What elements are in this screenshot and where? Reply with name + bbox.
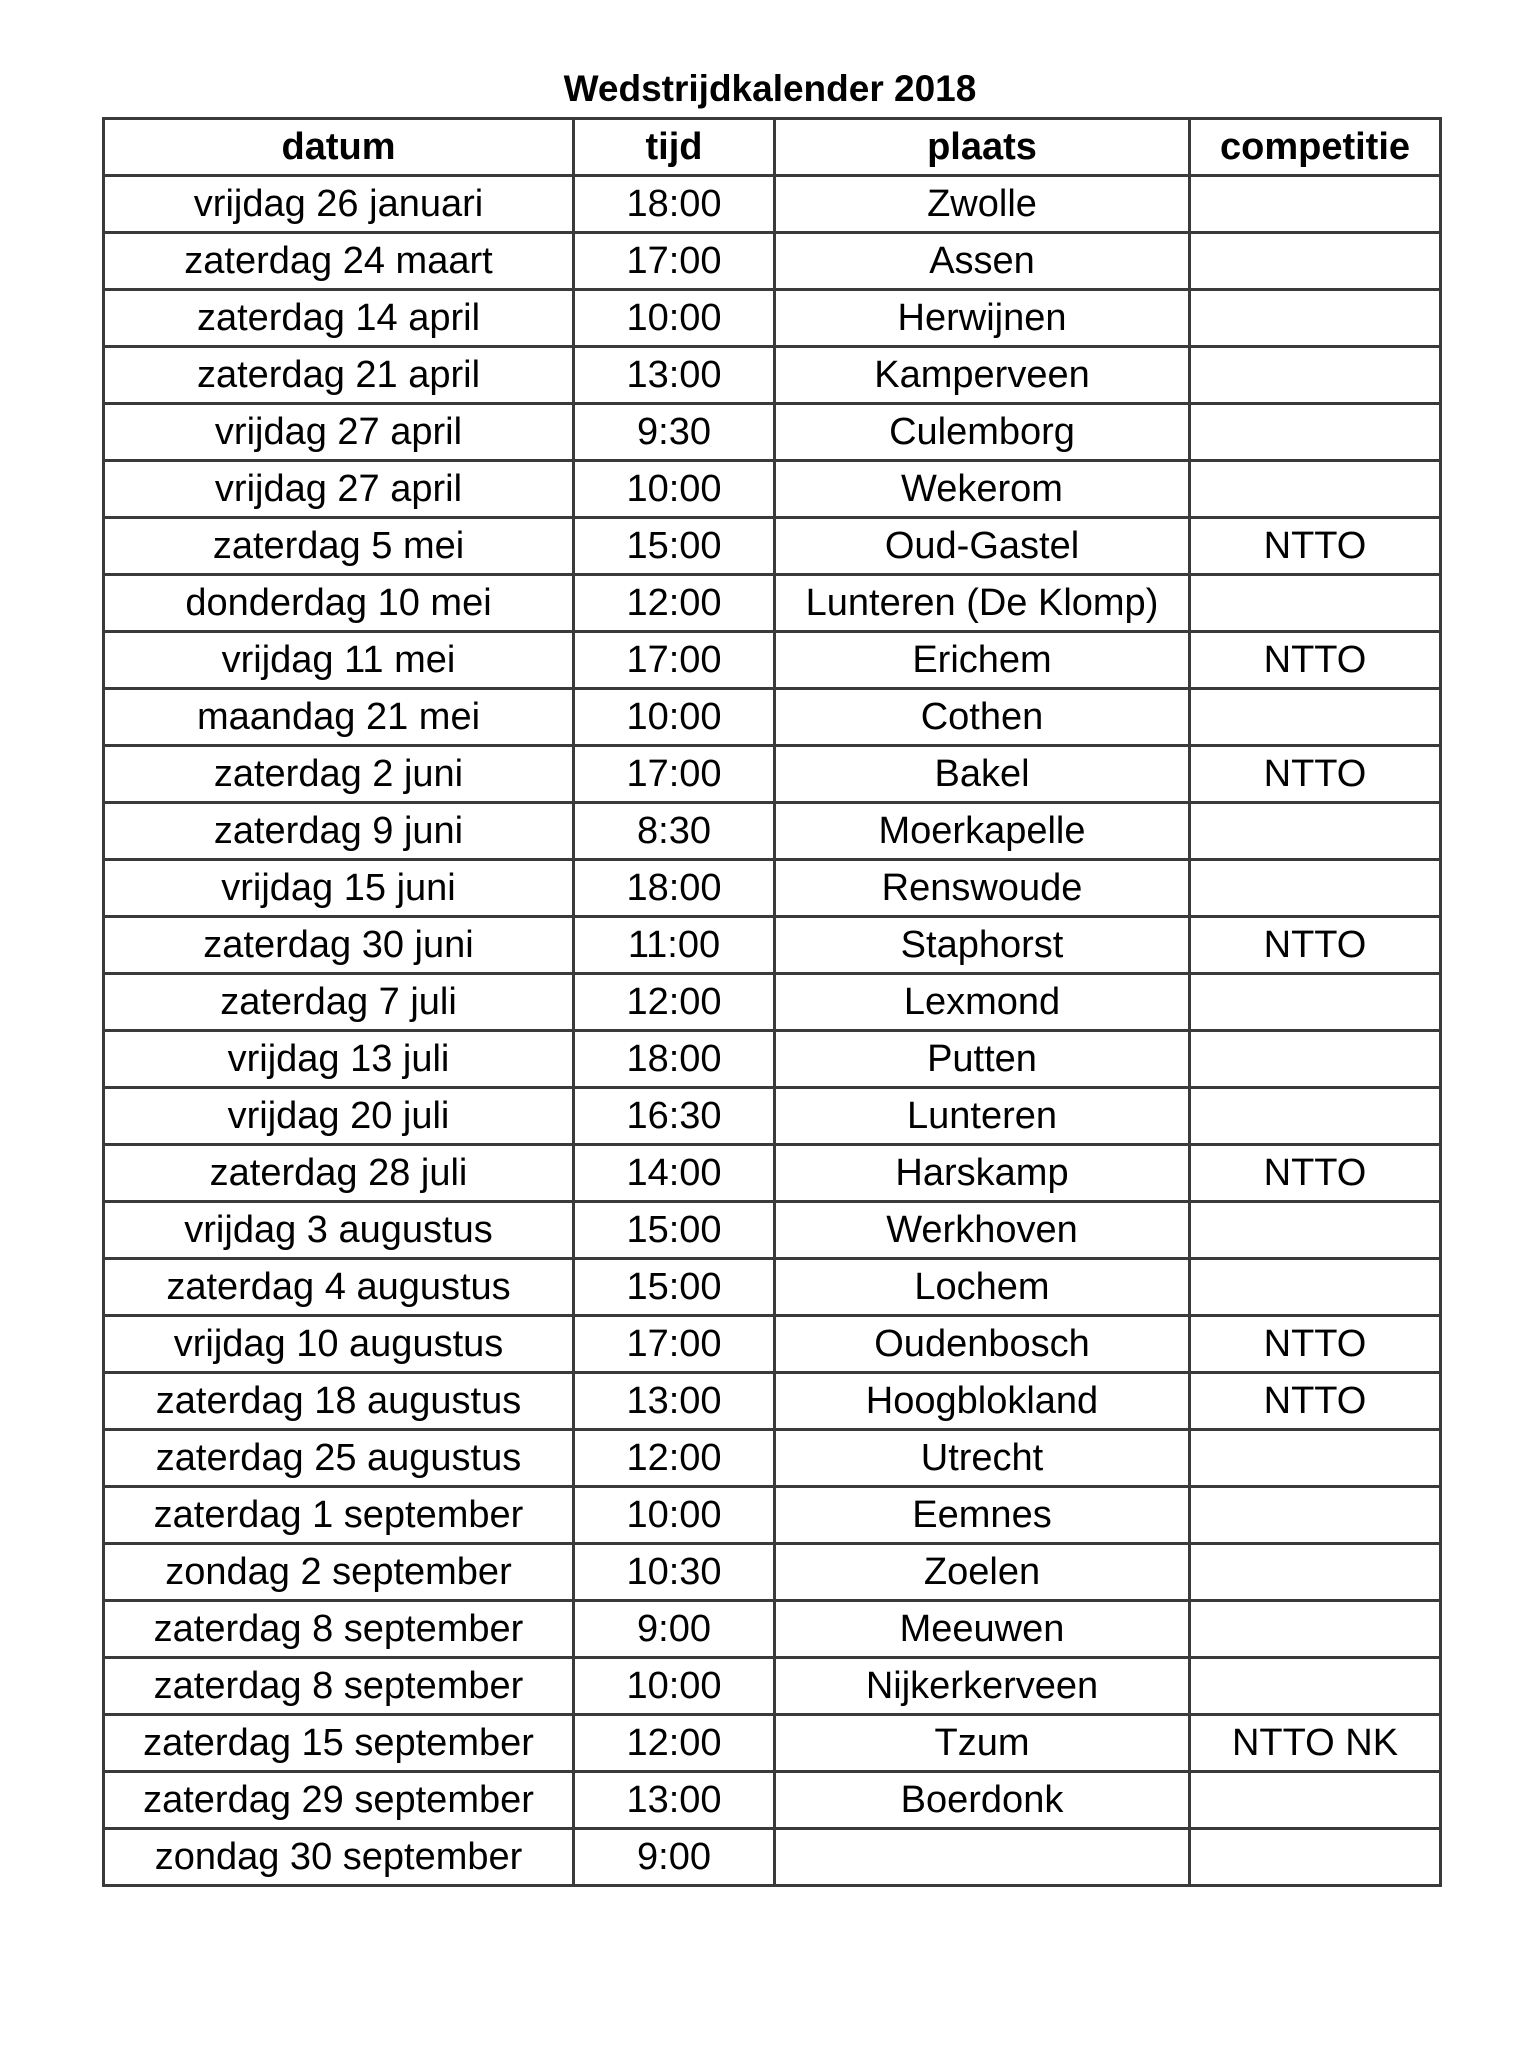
cell-datum: zaterdag 28 juli: [104, 1145, 574, 1202]
cell-datum: zaterdag 9 juni: [104, 803, 574, 860]
cell-tijd: 10:00: [574, 1658, 775, 1715]
column-header-tijd: tijd: [574, 119, 775, 176]
cell-tijd: 12:00: [574, 1430, 775, 1487]
table-row: [104, 1259, 1441, 1316]
table-row: [104, 689, 1441, 746]
cell-datum: zaterdag 25 augustus: [104, 1430, 574, 1487]
cell-competitie: NTTO: [1190, 1145, 1441, 1202]
cell-datum: zondag 30 september: [104, 1829, 574, 1886]
cell-competitie: NTTO: [1190, 632, 1441, 689]
cell-datum: zaterdag 2 juni: [104, 746, 574, 803]
cell-plaats: Eemnes: [775, 1487, 1190, 1544]
table-row: [104, 1487, 1441, 1544]
cell-competitie: [1190, 689, 1441, 746]
cell-competitie: NTTO: [1190, 518, 1441, 575]
column-header-datum: datum: [104, 119, 574, 176]
cell-competitie: [1190, 1658, 1441, 1715]
table-header-row: [104, 119, 1441, 176]
table-row: [104, 803, 1441, 860]
table-row: [104, 1544, 1441, 1601]
cell-competitie: NTTO: [1190, 1316, 1441, 1373]
cell-datum: zaterdag 8 september: [104, 1601, 574, 1658]
cell-plaats: Lexmond: [775, 974, 1190, 1031]
cell-datum: zaterdag 4 augustus: [104, 1259, 574, 1316]
cell-tijd: 18:00: [574, 1031, 775, 1088]
cell-datum: donderdag 10 mei: [104, 575, 574, 632]
table-row: [104, 1373, 1441, 1430]
table-row: [104, 1601, 1441, 1658]
cell-competitie: NTTO NK: [1190, 1715, 1441, 1772]
cell-competitie: [1190, 1772, 1441, 1829]
cell-competitie: [1190, 233, 1441, 290]
cell-competitie: [1190, 575, 1441, 632]
cell-datum: vrijdag 15 juni: [104, 860, 574, 917]
cell-datum: zaterdag 5 mei: [104, 518, 574, 575]
cell-plaats: [775, 1829, 1190, 1886]
cell-plaats: Staphorst: [775, 917, 1190, 974]
cell-tijd: 12:00: [574, 1715, 775, 1772]
cell-tijd: 13:00: [574, 1772, 775, 1829]
cell-plaats: Erichem: [775, 632, 1190, 689]
table-row: [104, 461, 1441, 518]
table-row: [104, 746, 1441, 803]
cell-datum: zaterdag 7 juli: [104, 974, 574, 1031]
cell-plaats: Cothen: [775, 689, 1190, 746]
cell-tijd: 10:00: [574, 689, 775, 746]
table-row: [104, 1715, 1441, 1772]
cell-plaats: Harskamp: [775, 1145, 1190, 1202]
cell-plaats: Lunteren (De Klomp): [775, 575, 1190, 632]
cell-datum: vrijdag 13 juli: [104, 1031, 574, 1088]
cell-tijd: 17:00: [574, 746, 775, 803]
cell-datum: vrijdag 27 april: [104, 404, 574, 461]
table-body: [104, 176, 1441, 1886]
cell-datum: zaterdag 1 september: [104, 1487, 574, 1544]
table-row: [104, 233, 1441, 290]
cell-tijd: 9:30: [574, 404, 775, 461]
cell-plaats: Assen: [775, 233, 1190, 290]
cell-datum: zaterdag 24 maart: [104, 233, 574, 290]
cell-competitie: [1190, 1544, 1441, 1601]
table-row: [104, 860, 1441, 917]
cell-competitie: [1190, 1202, 1441, 1259]
table-row: [104, 632, 1441, 689]
cell-tijd: 8:30: [574, 803, 775, 860]
cell-datum: vrijdag 10 augustus: [104, 1316, 574, 1373]
table-row: [104, 1145, 1441, 1202]
cell-datum: vrijdag 27 april: [104, 461, 574, 518]
cell-datum: vrijdag 11 mei: [104, 632, 574, 689]
table-row: [104, 1088, 1441, 1145]
cell-datum: zaterdag 18 augustus: [104, 1373, 574, 1430]
cell-plaats: Bakel: [775, 746, 1190, 803]
cell-competitie: [1190, 1601, 1441, 1658]
cell-datum: vrijdag 3 augustus: [104, 1202, 574, 1259]
cell-tijd: 12:00: [574, 575, 775, 632]
table-row: [104, 347, 1441, 404]
table-row: [104, 1658, 1441, 1715]
cell-competitie: NTTO: [1190, 746, 1441, 803]
cell-tijd: 15:00: [574, 1259, 775, 1316]
cell-tijd: 17:00: [574, 233, 775, 290]
cell-competitie: [1190, 1487, 1441, 1544]
cell-tijd: 9:00: [574, 1829, 775, 1886]
cell-datum: zaterdag 21 april: [104, 347, 574, 404]
cell-competitie: [1190, 176, 1441, 233]
cell-competitie: [1190, 290, 1441, 347]
cell-plaats: Zoelen: [775, 1544, 1190, 1601]
cell-plaats: Tzum: [775, 1715, 1190, 1772]
cell-datum: zaterdag 29 september: [104, 1772, 574, 1829]
cell-plaats: Lochem: [775, 1259, 1190, 1316]
cell-plaats: Nijkerkerveen: [775, 1658, 1190, 1715]
cell-competitie: [1190, 347, 1441, 404]
cell-competitie: [1190, 803, 1441, 860]
cell-plaats: Utrecht: [775, 1430, 1190, 1487]
cell-tijd: 17:00: [574, 1316, 775, 1373]
cell-datum: zaterdag 30 juni: [104, 917, 574, 974]
cell-tijd: 18:00: [574, 176, 775, 233]
cell-tijd: 15:00: [574, 518, 775, 575]
cell-plaats: Moerkapelle: [775, 803, 1190, 860]
table-row: [104, 1772, 1441, 1829]
cell-tijd: 13:00: [574, 347, 775, 404]
cell-plaats: Werkhoven: [775, 1202, 1190, 1259]
cell-competitie: [1190, 1031, 1441, 1088]
cell-plaats: Herwijnen: [775, 290, 1190, 347]
cell-tijd: 9:00: [574, 1601, 775, 1658]
table-row: [104, 974, 1441, 1031]
cell-plaats: Putten: [775, 1031, 1190, 1088]
table-row: [104, 1202, 1441, 1259]
cell-competitie: NTTO: [1190, 1373, 1441, 1430]
cell-tijd: 16:30: [574, 1088, 775, 1145]
cell-plaats: Culemborg: [775, 404, 1190, 461]
cell-plaats: Oudenbosch: [775, 1316, 1190, 1373]
cell-datum: maandag 21 mei: [104, 689, 574, 746]
table-row: [104, 518, 1441, 575]
cell-tijd: 11:00: [574, 917, 775, 974]
cell-competitie: [1190, 1829, 1441, 1886]
cell-tijd: 10:00: [574, 461, 775, 518]
cell-plaats: Lunteren: [775, 1088, 1190, 1145]
cell-datum: vrijdag 26 januari: [104, 176, 574, 233]
cell-competitie: [1190, 1430, 1441, 1487]
cell-plaats: Meeuwen: [775, 1601, 1190, 1658]
cell-tijd: 18:00: [574, 860, 775, 917]
cell-tijd: 14:00: [574, 1145, 775, 1202]
cell-competitie: [1190, 1259, 1441, 1316]
cell-tijd: 10:00: [574, 1487, 775, 1544]
table-row: [104, 404, 1441, 461]
cell-competitie: [1190, 1088, 1441, 1145]
cell-tijd: 15:00: [574, 1202, 775, 1259]
cell-tijd: 17:00: [574, 632, 775, 689]
cell-competitie: [1190, 404, 1441, 461]
table-row: [104, 1316, 1441, 1373]
table-row: [104, 575, 1441, 632]
cell-competitie: [1190, 974, 1441, 1031]
cell-plaats: Hoogblokland: [775, 1373, 1190, 1430]
cell-datum: vrijdag 20 juli: [104, 1088, 574, 1145]
cell-tijd: 10:30: [574, 1544, 775, 1601]
column-header-plaats: plaats: [775, 119, 1190, 176]
cell-datum: zaterdag 14 april: [104, 290, 574, 347]
cell-tijd: 10:00: [574, 290, 775, 347]
table-row: [104, 1031, 1441, 1088]
cell-plaats: Zwolle: [775, 176, 1190, 233]
cell-tijd: 12:00: [574, 974, 775, 1031]
page-title: Wedstrijdkalender 2018: [563, 68, 977, 109]
table-row: [104, 176, 1441, 233]
table-row: [104, 1829, 1441, 1886]
cell-plaats: Oud-Gastel: [775, 518, 1190, 575]
table-row: [104, 917, 1441, 974]
cell-competitie: [1190, 461, 1441, 518]
cell-datum: zondag 2 september: [104, 1544, 574, 1601]
cell-competitie: [1190, 860, 1441, 917]
table-row: [104, 290, 1441, 347]
cell-plaats: Wekerom: [775, 461, 1190, 518]
cell-plaats: Boerdonk: [775, 1772, 1190, 1829]
cell-tijd: 13:00: [574, 1373, 775, 1430]
column-header-competitie: competitie: [1190, 119, 1441, 176]
cell-plaats: Kamperveen: [775, 347, 1190, 404]
cell-competitie: NTTO: [1190, 917, 1441, 974]
competition-calendar-table: [102, 117, 1442, 1887]
cell-datum: zaterdag 15 september: [104, 1715, 574, 1772]
table-row: [104, 1430, 1441, 1487]
cell-plaats: Renswoude: [775, 860, 1190, 917]
cell-datum: zaterdag 8 september: [104, 1658, 574, 1715]
